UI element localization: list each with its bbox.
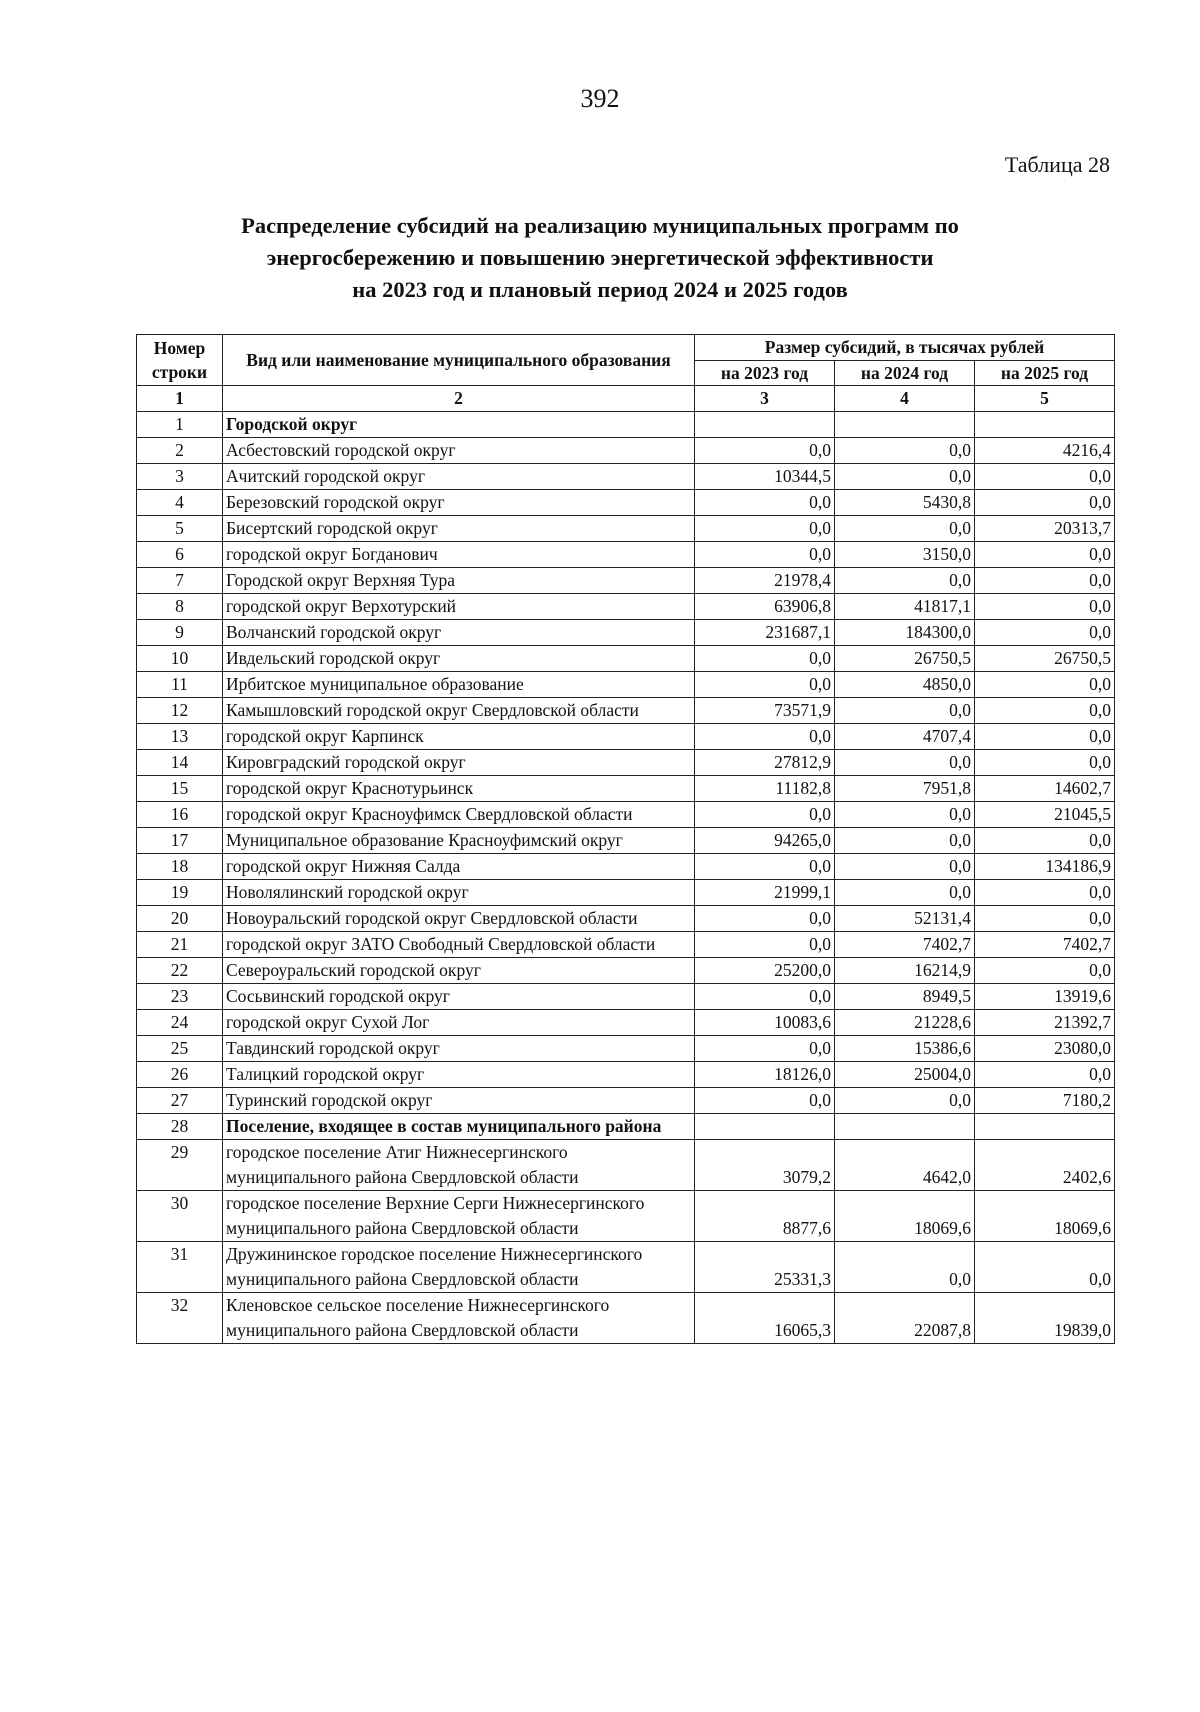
value-2024: 0,0 [835,827,975,853]
page-number: 392 [580,84,620,113]
value-2024: 22087,8 [835,1292,975,1343]
value-2023: 0,0 [695,931,835,957]
row-number: 29 [137,1139,223,1190]
header-name: Вид или наименование муниципального образования [223,335,695,386]
value-2024: 3150,0 [835,541,975,567]
municipality-name: Дружининское городское поселение Нижнесергинского муниципального района Свердловской области [223,1241,695,1292]
row-number: 8 [137,593,223,619]
row-number: 13 [137,723,223,749]
value-2023: 18126,0 [695,1061,835,1087]
value-2023: 11182,8 [695,775,835,801]
value-2025: 7180,2 [975,1087,1115,1113]
row-number: 20 [137,905,223,931]
row-number: 30 [137,1190,223,1241]
value-2025: 21392,7 [975,1009,1115,1035]
row-number: 14 [137,749,223,775]
value-2025: 21045,5 [975,801,1115,827]
value-2024: 4642,0 [835,1139,975,1190]
table-row [137,905,1115,931]
value-2023: 25200,0 [695,957,835,983]
value-2023: 0,0 [695,853,835,879]
value-2023: 27812,9 [695,749,835,775]
row-number: 31 [137,1241,223,1292]
header-amount: Размер субсидий, в тысячах рублей [695,335,1115,361]
table-row [137,463,1115,489]
municipality-name: Тавдинский городской округ [223,1035,695,1061]
value-2023: 0,0 [695,723,835,749]
value-2025: 0,0 [975,541,1115,567]
municipality-name: городское поселение Верхние Серги Нижнесергинского муниципального района Свердловской области [223,1190,695,1241]
municipality-name: городской округ ЗАТО Свободный Свердловской области [223,931,695,957]
municipality-name: городской округ Богданович [223,541,695,567]
row-number: 21 [137,931,223,957]
value-2024: 0,0 [835,515,975,541]
document-title [150,210,1050,306]
value-2025: 0,0 [975,905,1115,931]
value-2023: 0,0 [695,801,835,827]
table-body [137,411,1115,1343]
table-row [137,567,1115,593]
table-row [137,645,1115,671]
row-number: 16 [137,801,223,827]
table-row [137,1241,1115,1292]
municipality-name: Камышловский городской округ Свердловской области [223,697,695,723]
value-2024: 0,0 [835,879,975,905]
value-2025: 7402,7 [975,931,1115,957]
value-2024: 16214,9 [835,957,975,983]
municipality-name: городской округ Нижняя Салда [223,853,695,879]
municipality-name: городской округ Верхотурский [223,593,695,619]
municipality-name: городской округ Карпинск [223,723,695,749]
title-line: энергосбережению и повышению энергетической эффективности [266,245,934,270]
value-2024: 5430,8 [835,489,975,515]
row-number: 1 [137,411,223,437]
row-number: 4 [137,489,223,515]
title-line: Распределение субсидий на реализацию муниципальных программ по [241,213,959,238]
table-row [137,931,1115,957]
municipality-name: Талицкий городской округ [223,1061,695,1087]
value-2024: 7951,8 [835,775,975,801]
value-2023: 94265,0 [695,827,835,853]
municipality-name: Туринский городской округ [223,1087,695,1113]
row-number: 17 [137,827,223,853]
value-2023: 73571,9 [695,697,835,723]
row-number: 27 [137,1087,223,1113]
value-2024 [835,1113,975,1139]
value-2024: 184300,0 [835,619,975,645]
table-row [137,775,1115,801]
value-2024: 0,0 [835,567,975,593]
table-row [137,983,1115,1009]
municipality-name: Поселение, входящее в состав муниципального района [223,1113,695,1139]
table-row [137,697,1115,723]
header-year-2025: на 2025 год [975,360,1115,386]
row-number: 11 [137,671,223,697]
value-2025: 20313,7 [975,515,1115,541]
value-2024: 4707,4 [835,723,975,749]
value-2024: 18069,6 [835,1190,975,1241]
value-2023: 0,0 [695,1087,835,1113]
municipality-name: городское поселение Атиг Нижнесергинского муниципального района Свердловской области [223,1139,695,1190]
title-line: на 2023 год и плановый период 2024 и 2025 годов [352,277,848,302]
value-2023: 10083,6 [695,1009,835,1035]
municipality-name: Сосьвинский городской округ [223,983,695,1009]
value-2023: 0,0 [695,489,835,515]
table-row [137,1190,1115,1241]
table-row [137,957,1115,983]
municipality-name: Новолялинский городской округ [223,879,695,905]
subsidy-table [136,334,1115,1344]
municipality-name: Асбестовский городской округ [223,437,695,463]
table-row [137,1113,1115,1139]
municipality-name: Ивдельский городской округ [223,645,695,671]
table-row [137,619,1115,645]
value-2025: 0,0 [975,723,1115,749]
municipality-name: Городской округ [223,411,695,437]
table-row [137,853,1115,879]
value-2023: 0,0 [695,671,835,697]
table-row [137,1292,1115,1343]
value-2025: 0,0 [975,567,1115,593]
value-2023: 25331,3 [695,1241,835,1292]
value-2025: 0,0 [975,489,1115,515]
value-2023 [695,1113,835,1139]
column-number: 5 [975,386,1115,412]
row-number: 12 [137,697,223,723]
table-header [137,335,1115,412]
value-2025: 0,0 [975,879,1115,905]
value-2024: 0,0 [835,801,975,827]
value-2025: 0,0 [975,697,1115,723]
municipality-name: городской округ Красноуфимск Свердловской области [223,801,695,827]
header-row-number: Номер строки [137,335,223,386]
row-number: 19 [137,879,223,905]
value-2025: 14602,7 [975,775,1115,801]
row-number: 3 [137,463,223,489]
value-2025: 0,0 [975,593,1115,619]
value-2023: 0,0 [695,905,835,931]
value-2025: 0,0 [975,1241,1115,1292]
municipality-name: Городской округ Верхняя Тура [223,567,695,593]
value-2023: 8877,6 [695,1190,835,1241]
value-2024: 0,0 [835,749,975,775]
value-2023: 16065,3 [695,1292,835,1343]
column-number: 3 [695,386,835,412]
value-2024: 0,0 [835,437,975,463]
municipality-name: Муниципальное образование Красноуфимский округ [223,827,695,853]
value-2023: 0,0 [695,983,835,1009]
row-number: 18 [137,853,223,879]
value-2025: 0,0 [975,671,1115,697]
row-number: 22 [137,957,223,983]
table-row [137,1139,1115,1190]
value-2024: 0,0 [835,1241,975,1292]
municipality-name: Ачитский городской округ [223,463,695,489]
row-number: 32 [137,1292,223,1343]
municipality-name: городской округ Краснотурьинск [223,775,695,801]
value-2025: 0,0 [975,1061,1115,1087]
header-year-2023: на 2023 год [695,360,835,386]
municipality-name: городской округ Сухой Лог [223,1009,695,1035]
value-2024: 52131,4 [835,905,975,931]
value-2025: 0,0 [975,463,1115,489]
table-row [137,749,1115,775]
value-2025: 19839,0 [975,1292,1115,1343]
value-2023: 3079,2 [695,1139,835,1190]
value-2025: 18069,6 [975,1190,1115,1241]
value-2025: 23080,0 [975,1035,1115,1061]
municipality-name: Новоуральский городской округ Свердловской области [223,905,695,931]
value-2025: 26750,5 [975,645,1115,671]
value-2024 [835,411,975,437]
header-year-2024: на 2024 год [835,360,975,386]
value-2023: 10344,5 [695,463,835,489]
column-number: 2 [223,386,695,412]
value-2023: 231687,1 [695,619,835,645]
value-2025: 0,0 [975,827,1115,853]
row-number: 23 [137,983,223,1009]
table-row [137,671,1115,697]
table-row [137,593,1115,619]
value-2024: 26750,5 [835,645,975,671]
row-number: 5 [137,515,223,541]
value-2023: 0,0 [695,1035,835,1061]
value-2024: 25004,0 [835,1061,975,1087]
value-2024: 41817,1 [835,593,975,619]
value-2025 [975,411,1115,437]
municipality-name: Ирбитское муниципальное образование [223,671,695,697]
value-2023: 21978,4 [695,567,835,593]
municipality-name: Кировградский городской округ [223,749,695,775]
table-row [137,489,1115,515]
table-row [137,827,1115,853]
row-number: 10 [137,645,223,671]
value-2023: 21999,1 [695,879,835,905]
row-number: 2 [137,437,223,463]
value-2025: 4216,4 [975,437,1115,463]
value-2023: 0,0 [695,645,835,671]
row-number: 9 [137,619,223,645]
column-number: 4 [835,386,975,412]
row-number: 24 [137,1009,223,1035]
value-2023: 0,0 [695,541,835,567]
municipality-name: Березовский городской округ [223,489,695,515]
row-number: 7 [137,567,223,593]
table-row [137,437,1115,463]
table-row [137,879,1115,905]
value-2025: 2402,6 [975,1139,1115,1190]
value-2024: 0,0 [835,463,975,489]
value-2025: 13919,6 [975,983,1115,1009]
table-label: Таблица 28 [1004,152,1110,177]
table-row [137,1087,1115,1113]
value-2024: 0,0 [835,1087,975,1113]
value-2025: 0,0 [975,749,1115,775]
column-number: 1 [137,386,223,412]
value-2024: 21228,6 [835,1009,975,1035]
table-row [137,411,1115,437]
row-number: 28 [137,1113,223,1139]
value-2023: 63906,8 [695,593,835,619]
value-2023 [695,411,835,437]
value-2025 [975,1113,1115,1139]
table-row [137,1061,1115,1087]
value-2024: 7402,7 [835,931,975,957]
value-2025: 134186,9 [975,853,1115,879]
table-row [137,541,1115,567]
municipality-name: Североуральский городской округ [223,957,695,983]
value-2024: 15386,6 [835,1035,975,1061]
row-number: 15 [137,775,223,801]
row-number: 25 [137,1035,223,1061]
value-2024: 0,0 [835,853,975,879]
municipality-name: Бисертский городской округ [223,515,695,541]
value-2025: 0,0 [975,957,1115,983]
table-row [137,801,1115,827]
value-2023: 0,0 [695,437,835,463]
row-number: 6 [137,541,223,567]
table-row [137,723,1115,749]
table-row [137,1035,1115,1061]
table-row [137,1009,1115,1035]
value-2023: 0,0 [695,515,835,541]
value-2024: 4850,0 [835,671,975,697]
municipality-name: Кленовское сельское поселение Нижнесергинского муниципального района Свердловской области [223,1292,695,1343]
value-2025: 0,0 [975,619,1115,645]
value-2024: 0,0 [835,697,975,723]
value-2024: 8949,5 [835,983,975,1009]
municipality-name: Волчанский городской округ [223,619,695,645]
table-row [137,515,1115,541]
row-number: 26 [137,1061,223,1087]
